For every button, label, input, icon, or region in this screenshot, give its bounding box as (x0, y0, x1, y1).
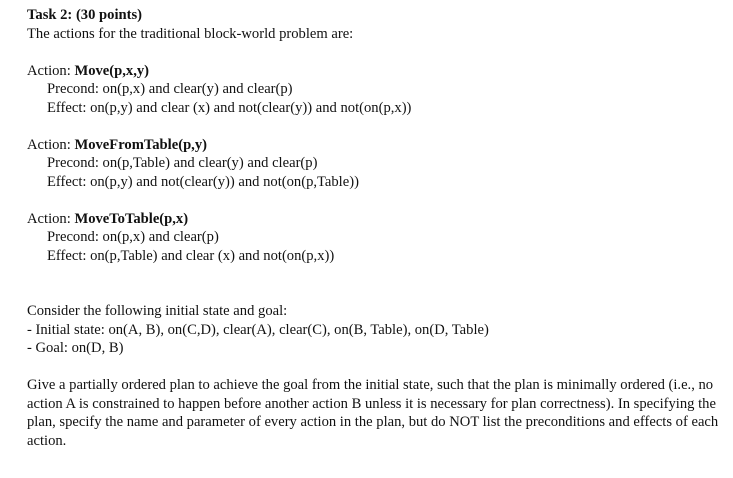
instructions-paragraph: Give a partially ordered plan to achieve the goal from the initial state, such that the plan is minimally ordered (i.e., no action A is constrained to happen before another action B unless it is necessary for plan correctness). In specifying the plan, specify the name and parameter of every action in the plan, but do NOT list the preconditions and effects of each action. (27, 377, 719, 449)
action-heading (27, 210, 727, 229)
action-precond: Precond: on(p,x) and clear(y) and clear(p) (47, 81, 293, 97)
action-precond: Precond: on(p,Table) and clear(y) and clear(p) (47, 155, 318, 171)
action-heading (27, 62, 727, 81)
task-intro: The actions for the traditional block-world problem are: (27, 25, 354, 42)
action-effect: Effect: on(p,y) and not(clear(y)) and not(on(p,Table)) (47, 173, 359, 190)
task-title: Task 2: (30 points) (27, 7, 143, 23)
action-name: MoveToTable(p,x) (74, 210, 189, 227)
action-move-to-table (27, 210, 727, 266)
action-precond: Precond: on(p,x) and clear(p) (47, 229, 219, 245)
action-prefix: Action: (27, 62, 75, 79)
action-move-from-table (27, 136, 727, 192)
action-prefix: Action: (27, 210, 75, 227)
problem-statement (27, 302, 727, 358)
action-heading (27, 136, 727, 155)
action-name: MoveFromTable(p,y) (74, 136, 207, 153)
action-effect: Effect: on(p,Table) and clear (x) and not(on(p,x)) (47, 247, 335, 264)
action-name: Move(p,x,y) (74, 62, 150, 79)
task-document (27, 6, 727, 450)
problem-consider: Consider the following initial state and goal: (27, 303, 288, 319)
action-move (27, 62, 727, 118)
goal-state: - Goal: on(D, B) (27, 340, 124, 356)
action-effect: Effect: on(p,y) and clear (x) and not(clear(y)) and not(on(p,x)) (47, 99, 412, 116)
initial-state: - Initial state: on(A, B), on(C,D), clear(A), clear(C), on(B, Table), on(D, Table) (27, 321, 489, 338)
action-prefix: Action: (27, 136, 75, 153)
